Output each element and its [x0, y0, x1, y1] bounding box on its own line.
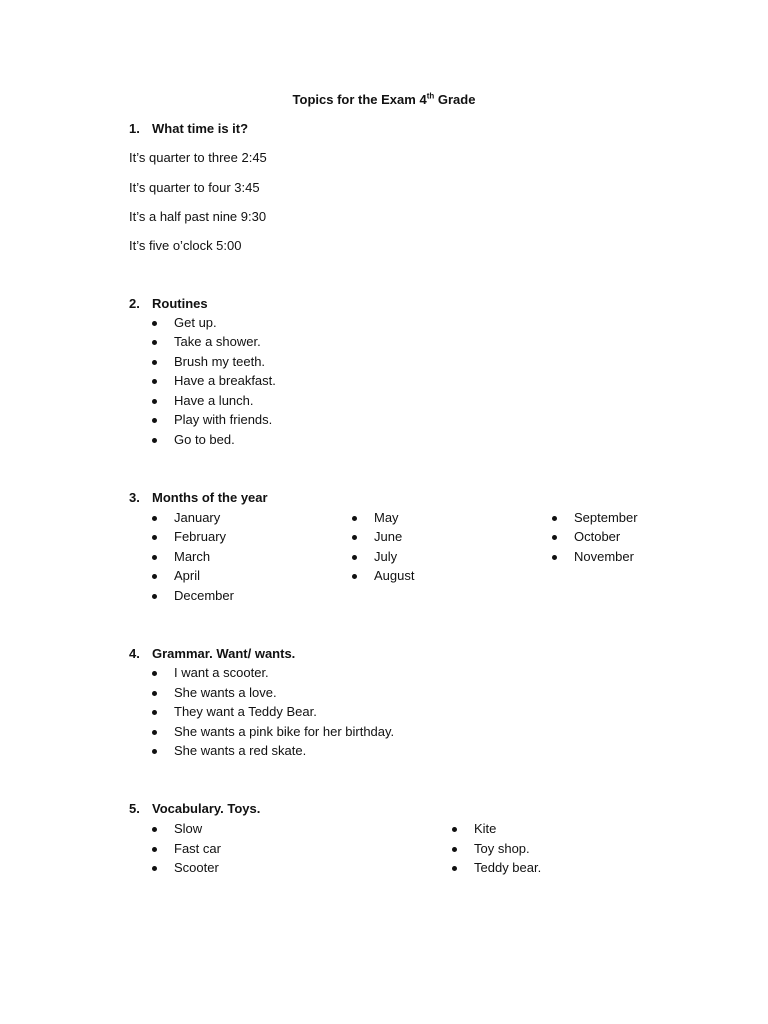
time-line: It’s quarter to three 2:45 — [129, 150, 267, 165]
routine-item: Take a shower. — [174, 334, 261, 349]
routine-item: Play with friends. — [174, 412, 273, 427]
routine-item: Go to bed. — [174, 432, 235, 447]
month-item: October — [574, 529, 621, 544]
bullet — [152, 555, 157, 560]
bullet — [552, 535, 557, 540]
routine-item: Have a lunch. — [174, 393, 254, 408]
section4-heading: Grammar. Want/ wants. — [152, 646, 296, 661]
toy-item: Scooter — [174, 860, 219, 875]
time-line: It’s five o’clock 5:00 — [129, 238, 242, 253]
toy-item: Teddy bear. — [474, 860, 542, 875]
month-item: February — [174, 529, 227, 544]
bullet — [152, 399, 157, 404]
month-item: January — [174, 510, 221, 525]
section1-heading: What time is it? — [152, 121, 249, 136]
page-title — [0, 92, 768, 108]
grammar-item: I want a scooter. — [174, 665, 269, 680]
bullet — [152, 340, 157, 345]
bullet — [152, 360, 157, 365]
bullet — [152, 866, 157, 871]
bullet — [152, 574, 157, 579]
bullet — [152, 710, 157, 715]
bullet — [152, 418, 157, 423]
month-item: November — [574, 549, 634, 564]
title-suffix: Grade — [434, 92, 476, 107]
toy-item: Kite — [474, 821, 497, 836]
bullet — [152, 671, 157, 676]
toy-item: Fast car — [174, 841, 221, 856]
bullet — [152, 691, 157, 696]
bullet — [552, 555, 557, 560]
bullet — [152, 730, 157, 735]
month-item: March — [174, 549, 211, 564]
grammar-item: She wants a pink bike for her birthday. — [174, 724, 395, 739]
section2-heading: Routines — [152, 296, 208, 311]
section2-number: 2. — [129, 296, 140, 311]
time-line: It’s quarter to four 3:45 — [129, 180, 260, 195]
section3-number: 3. — [129, 490, 140, 505]
grammar-item: She wants a red skate. — [174, 743, 307, 758]
bullet — [152, 827, 157, 832]
section5-number: 5. — [129, 801, 140, 816]
routine-item: Brush my teeth. — [174, 354, 266, 369]
month-item: June — [374, 529, 403, 544]
routine-item: Get up. — [174, 315, 217, 330]
month-item: April — [174, 568, 201, 583]
toy-item: Toy shop. — [474, 841, 530, 856]
bullet — [452, 847, 457, 852]
bullet — [152, 516, 157, 521]
bullet — [152, 535, 157, 540]
bullet — [152, 847, 157, 852]
bullet — [152, 749, 157, 754]
section3-heading: Months of the year — [152, 490, 268, 505]
bullet — [352, 555, 357, 560]
bullet — [352, 535, 357, 540]
bullet — [452, 827, 457, 832]
bullet — [352, 516, 357, 521]
bullet — [452, 866, 457, 871]
month-item: December — [174, 588, 234, 603]
bullet — [352, 574, 357, 579]
section4-number: 4. — [129, 646, 140, 661]
grammar-item: She wants a love. — [174, 685, 277, 700]
routine-item: Have a breakfast. — [174, 373, 276, 388]
bullet — [152, 438, 157, 443]
toy-item: Slow — [174, 821, 203, 836]
bullet — [152, 594, 157, 599]
month-item: September — [574, 510, 638, 525]
bullet — [552, 516, 557, 521]
title-text: Topics for the Exam 4 — [292, 92, 427, 107]
section5-heading: Vocabulary. Toys. — [152, 801, 261, 816]
month-item: August — [374, 568, 415, 583]
bullet — [152, 321, 157, 326]
time-line: It’s a half past nine 9:30 — [129, 209, 267, 224]
title-superscript: th — [426, 91, 435, 101]
section1-number: 1. — [129, 121, 140, 136]
bullet — [152, 379, 157, 384]
month-item: July — [374, 549, 398, 564]
grammar-item: They want a Teddy Bear. — [174, 704, 317, 719]
month-item: May — [374, 510, 399, 525]
